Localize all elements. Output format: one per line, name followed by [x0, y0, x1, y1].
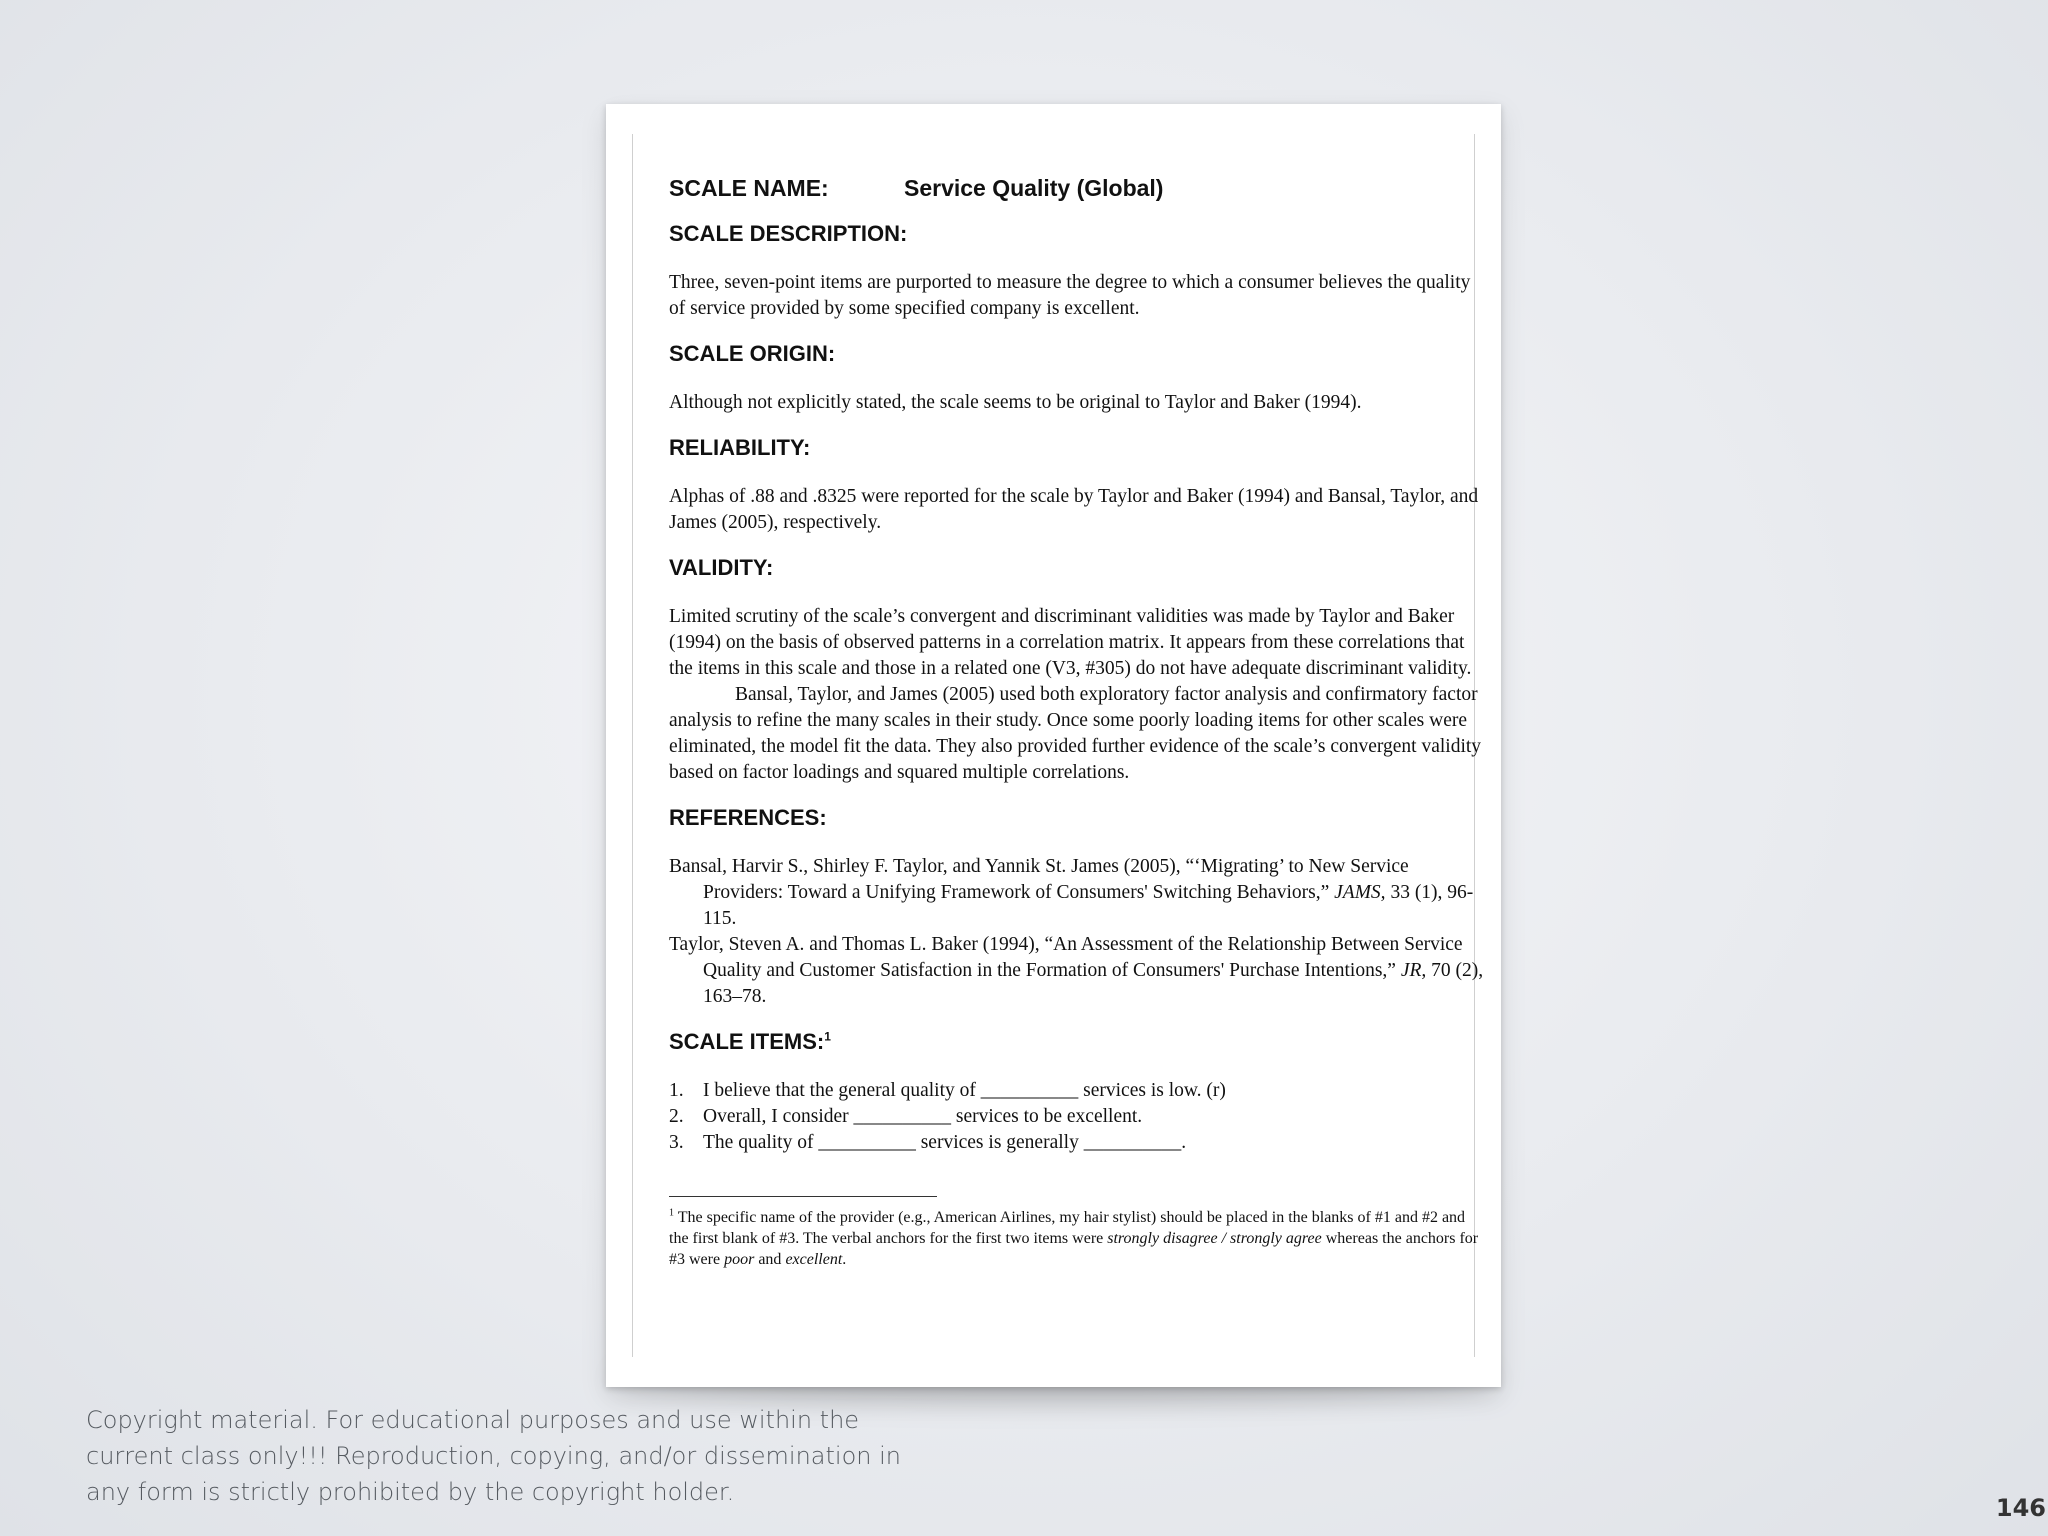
reference-text: Taylor, Steven A. and Thomas L. Baker (1994), “An Assessment of the Relationship Between Service Quality and Customer Satisfaction in the Formation of Consumers' Purchase Intentions,” [669, 934, 1463, 981]
reference-citation: 70 (2), 163–78. [703, 960, 1484, 1007]
scale-item-text: Overall, I consider __________ services to be excellent. [703, 1106, 1143, 1127]
scale-name-value: Service Quality (Global) [904, 175, 1164, 201]
footnote-segment: and [754, 1251, 786, 1268]
copyright-notice: Copyright material. For educational purposes and use within the current class only!!! Reproduction, copying, and/or dissemination in any form is strictly prohibited by the copyright holder. [86, 1406, 901, 1506]
scale-item-text: The quality of __________ services is generally __________. [703, 1132, 1187, 1153]
origin-text: Although not explicitly stated, the scale seems to be original to Taylor and Baker (1994). [669, 392, 1362, 413]
scale-item [669, 1104, 1485, 1130]
document-page [606, 104, 1501, 1387]
description-heading: SCALE DESCRIPTION: [669, 221, 908, 246]
footnote-italic: strongly disagree / strongly agree [1107, 1230, 1322, 1247]
footnote-segment: The specific name of the provider (e.g., American Airlines, my hair stylist) should be placed in the blanks of #1 and #2 and the first blank of #3. The verbal anchors for the first two items were [669, 1209, 1466, 1247]
validity-paragraph-2: Bansal, Taylor, and James (2005) used both exploratory factor analysis and confirmatory factor analysis to refine the many scales in their study. Once some poorly loading items for other scales were eliminated, the model fit the data. They also provided further evidence of the scale’s convergent validity based on factor loadings and squared multiple correlations. [669, 684, 1482, 783]
reliability-heading: RELIABILITY: [669, 435, 811, 460]
scale-items-heading-text: SCALE ITEMS: [669, 1029, 825, 1054]
scale-name-label: SCALE NAME: [669, 175, 829, 201]
reference-text: Bansal, Harvir S., Shirley F. Taylor, and Yannik St. James (2005), “‘Migrating’ to New Service Providers: Toward a Unifying Framework of Consumers' Switching Behaviors,” [669, 856, 1409, 903]
origin-heading: SCALE ORIGIN: [669, 341, 836, 366]
reference-citation: 33 (1), 96-115. [703, 882, 1474, 929]
validity-paragraph-1: Limited scrutiny of the scale’s convergent and discriminant validities was made by Taylor and Baker (1994) on the basis of observed patterns in a correlation matrix. It appears from these correlations that the items in this scale and those in a related one (V3, #305) do not have adequate discriminant validity. [669, 606, 1472, 679]
reference-journal: JR, [1400, 960, 1427, 981]
reference-item [669, 854, 1485, 932]
footnote-segment: whereas the anchors for #3 were [669, 1230, 1479, 1268]
footnote-italic: poor [724, 1251, 755, 1268]
scale-item-text: I believe that the general quality of __________ services is low. (r) [703, 1080, 1226, 1101]
references-heading: REFERENCES: [669, 805, 827, 830]
footnote-segment: . [842, 1251, 847, 1268]
scale-name-row [669, 174, 1485, 202]
reference-journal: JAMS, [1334, 882, 1386, 903]
reference-item [669, 932, 1485, 1010]
description-text: Three, seven-point items are purported to measure the degree to which a consumer believes the quality of service provided by some specified company is excellent. [669, 272, 1471, 319]
slide-number: 146 [1995, 1494, 2046, 1522]
scale-item-number: 3. [669, 1132, 684, 1153]
reliability-text: Alphas of .88 and .8325 were reported for the scale by Taylor and Baker (1994) and Bansal, Taylor, and James (2005), respectively. [669, 486, 1479, 533]
footnote-mark: 1 [824, 1029, 831, 1044]
scale-item [669, 1130, 1485, 1156]
footnote-text [669, 1207, 1485, 1270]
document-content [669, 174, 1485, 1270]
footnote-italic: excellent [785, 1251, 843, 1268]
footnote-number: 1 [669, 1207, 674, 1219]
scale-item-number: 1. [669, 1080, 684, 1101]
scale-item-number: 2. [669, 1106, 684, 1127]
scale-items-heading [669, 1028, 1485, 1056]
page-frame [632, 134, 1484, 1357]
scale-item [669, 1078, 1485, 1104]
validity-heading: VALIDITY: [669, 555, 774, 580]
scale-items-list [669, 1078, 1485, 1156]
